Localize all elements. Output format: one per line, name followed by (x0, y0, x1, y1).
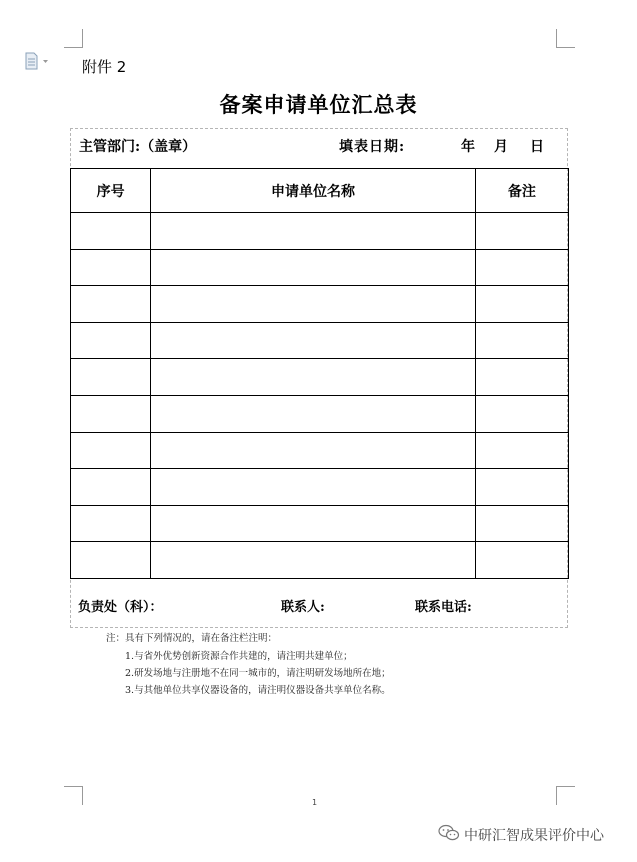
table-row (71, 432, 569, 469)
page-title: 备案申请单位汇总表 (219, 92, 418, 117)
document-icon[interactable] (24, 52, 50, 70)
table-row (71, 505, 569, 542)
col-header-unit-name: 申请单位名称 (151, 169, 476, 213)
unit-name-cell[interactable] (151, 359, 476, 396)
watermark-text: 中研汇智成果评价中心 (464, 828, 604, 844)
unit-name-cell[interactable] (151, 322, 476, 359)
table-row (71, 542, 569, 579)
table-row (71, 249, 569, 286)
col-header-remarks: 备注 (475, 169, 568, 213)
table-row (71, 286, 569, 323)
remarks-cell[interactable] (475, 286, 568, 323)
contact-phone-label: 联系电话: (415, 600, 472, 615)
serial-cell[interactable] (71, 432, 151, 469)
table-row (71, 359, 569, 396)
contact-person-label: 联系人: (281, 600, 325, 615)
unit-name-cell[interactable] (151, 542, 476, 579)
table-row (71, 395, 569, 432)
page-number: 1 (312, 798, 318, 807)
table-header-row (71, 169, 569, 213)
table-row (71, 213, 569, 250)
day-label: 日 (530, 139, 544, 155)
crop-mark-bottom-left (64, 786, 83, 805)
serial-cell[interactable] (71, 395, 151, 432)
serial-cell[interactable] (71, 213, 151, 250)
department-label: 主管部门:（盖章） (79, 139, 197, 155)
remarks-cell[interactable] (475, 359, 568, 396)
watermark (438, 824, 604, 846)
serial-cell[interactable] (71, 249, 151, 286)
year-label: 年 (461, 139, 475, 155)
remarks-cell[interactable] (475, 249, 568, 286)
month-label: 月 (494, 139, 508, 155)
wechat-icon (438, 824, 460, 846)
attachment-label: 附件 2 (82, 58, 127, 76)
unit-name-cell[interactable] (151, 213, 476, 250)
remarks-cell[interactable] (475, 469, 568, 506)
crop-mark-bottom-right (556, 786, 575, 805)
serial-cell[interactable] (71, 286, 151, 323)
unit-name-cell[interactable] (151, 505, 476, 542)
remarks-cell[interactable] (475, 322, 568, 359)
serial-cell[interactable] (71, 359, 151, 396)
responsible-office-label: 负责处（科）： (78, 600, 163, 615)
unit-name-cell[interactable] (151, 432, 476, 469)
note-item: 3.与其他单位共享仪器设备的，请注明仪器设备共享单位名称。 (125, 685, 391, 696)
unit-name-cell[interactable] (151, 395, 476, 432)
serial-cell[interactable] (71, 469, 151, 506)
remarks-cell[interactable] (475, 505, 568, 542)
note-item: 2.研发场地与注册地不在同一城市的，请注明研发场地所在地； (125, 668, 391, 679)
unit-name-cell[interactable] (151, 249, 476, 286)
unit-name-cell[interactable] (151, 469, 476, 506)
date-label: 填表日期: (339, 139, 406, 155)
note-heading: 注：具有下列情况的，请在备注栏注明： (106, 633, 278, 644)
crop-mark-top-left (64, 29, 83, 48)
note-item: 1.与省外优势创新资源合作共建的，请注明共建单位； (125, 651, 353, 662)
serial-cell[interactable] (71, 322, 151, 359)
remarks-cell[interactable] (475, 213, 568, 250)
applicant-table (70, 168, 569, 579)
table-row (71, 469, 569, 506)
remarks-cell[interactable] (475, 432, 568, 469)
serial-cell[interactable] (71, 505, 151, 542)
unit-name-cell[interactable] (151, 286, 476, 323)
table-row (71, 322, 569, 359)
crop-mark-top-right (556, 29, 575, 48)
remarks-cell[interactable] (475, 542, 568, 579)
serial-cell[interactable] (71, 542, 151, 579)
remarks-cell[interactable] (475, 395, 568, 432)
col-header-serial: 序号 (71, 169, 151, 213)
